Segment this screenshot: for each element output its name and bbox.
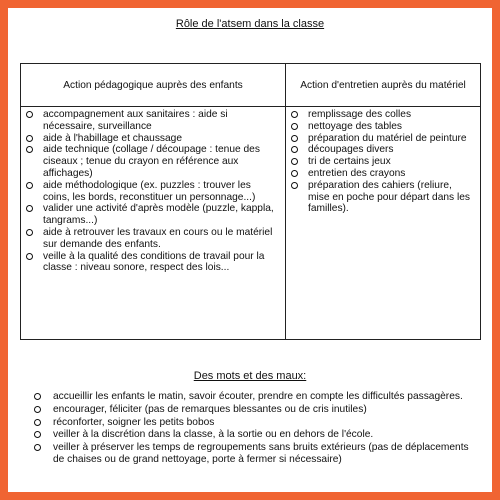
list-item: préparation des cahiers (reliure, mise en poche pour départ dans les familles). (308, 180, 474, 215)
list-item: accueillir les enfants le matin, savoir écouter, prendre en compte les difficultés passagères. (53, 391, 473, 403)
list-item: réconforter, soigner les petits bobos (53, 417, 473, 429)
list-item: veiller à la discrétion dans la classe, à la sortie ou en dehors de l'école. (53, 429, 473, 441)
list-item: valider une activité d'après modèle (puzzle, kappla, tangrams...) (43, 203, 279, 227)
words-list (53, 391, 473, 467)
list-item: nettoyage des tables (308, 121, 474, 133)
header-pedagogical: Action pédagogique auprès des enfants (21, 64, 286, 107)
list-item: aide à l'habillage et chaussage (43, 133, 279, 145)
table-body-row (21, 107, 481, 340)
list-item: aide technique (collage / découpage : tenue des ciseaux ; tenue du crayon en référence aux affichages) (43, 144, 279, 179)
roles-table (20, 63, 481, 340)
header-maintenance: Action d'entretien auprès du matériel (286, 64, 481, 107)
list-item: veiller à préserver les temps de regroupements sans bruits extérieurs (pas de déplacements de chaises ou de grand nettoyage, porte à fermer si nécessaire) (53, 442, 473, 466)
list-item: encourager, féliciter (pas de remarques blessantes ou de cris inutiles) (53, 404, 473, 416)
list-item: remplissage des colles (308, 109, 474, 121)
list-item: découpages divers (308, 144, 474, 156)
section-title-words: Des mots et des maux: (193, 370, 307, 382)
pedagogical-cell (21, 107, 286, 340)
maintenance-list (308, 109, 474, 215)
pedagogical-list (43, 109, 279, 274)
table-header-row (21, 64, 481, 107)
document-page (8, 8, 492, 492)
list-item: veille à la qualité des conditions de travail pour la classe : niveau sonore, respect des lois... (43, 251, 279, 275)
list-item: tri de certains jeux (308, 156, 474, 168)
list-item: préparation du matériel de peinture (308, 133, 474, 145)
list-item: accompagnement aux sanitaires : aide si nécessaire, surveillance (43, 109, 279, 133)
document-title: Rôle de l'atsem dans la classe (175, 18, 325, 30)
maintenance-cell (286, 107, 481, 340)
list-item: aide à retrouver les travaux en cours ou le matériel sur demande des enfants. (43, 227, 279, 251)
list-item: aide méthodologique (ex. puzzles : trouver les coins, les bords, reconstituer un personnage...) (43, 180, 279, 204)
list-item: entretien des crayons (308, 168, 474, 180)
